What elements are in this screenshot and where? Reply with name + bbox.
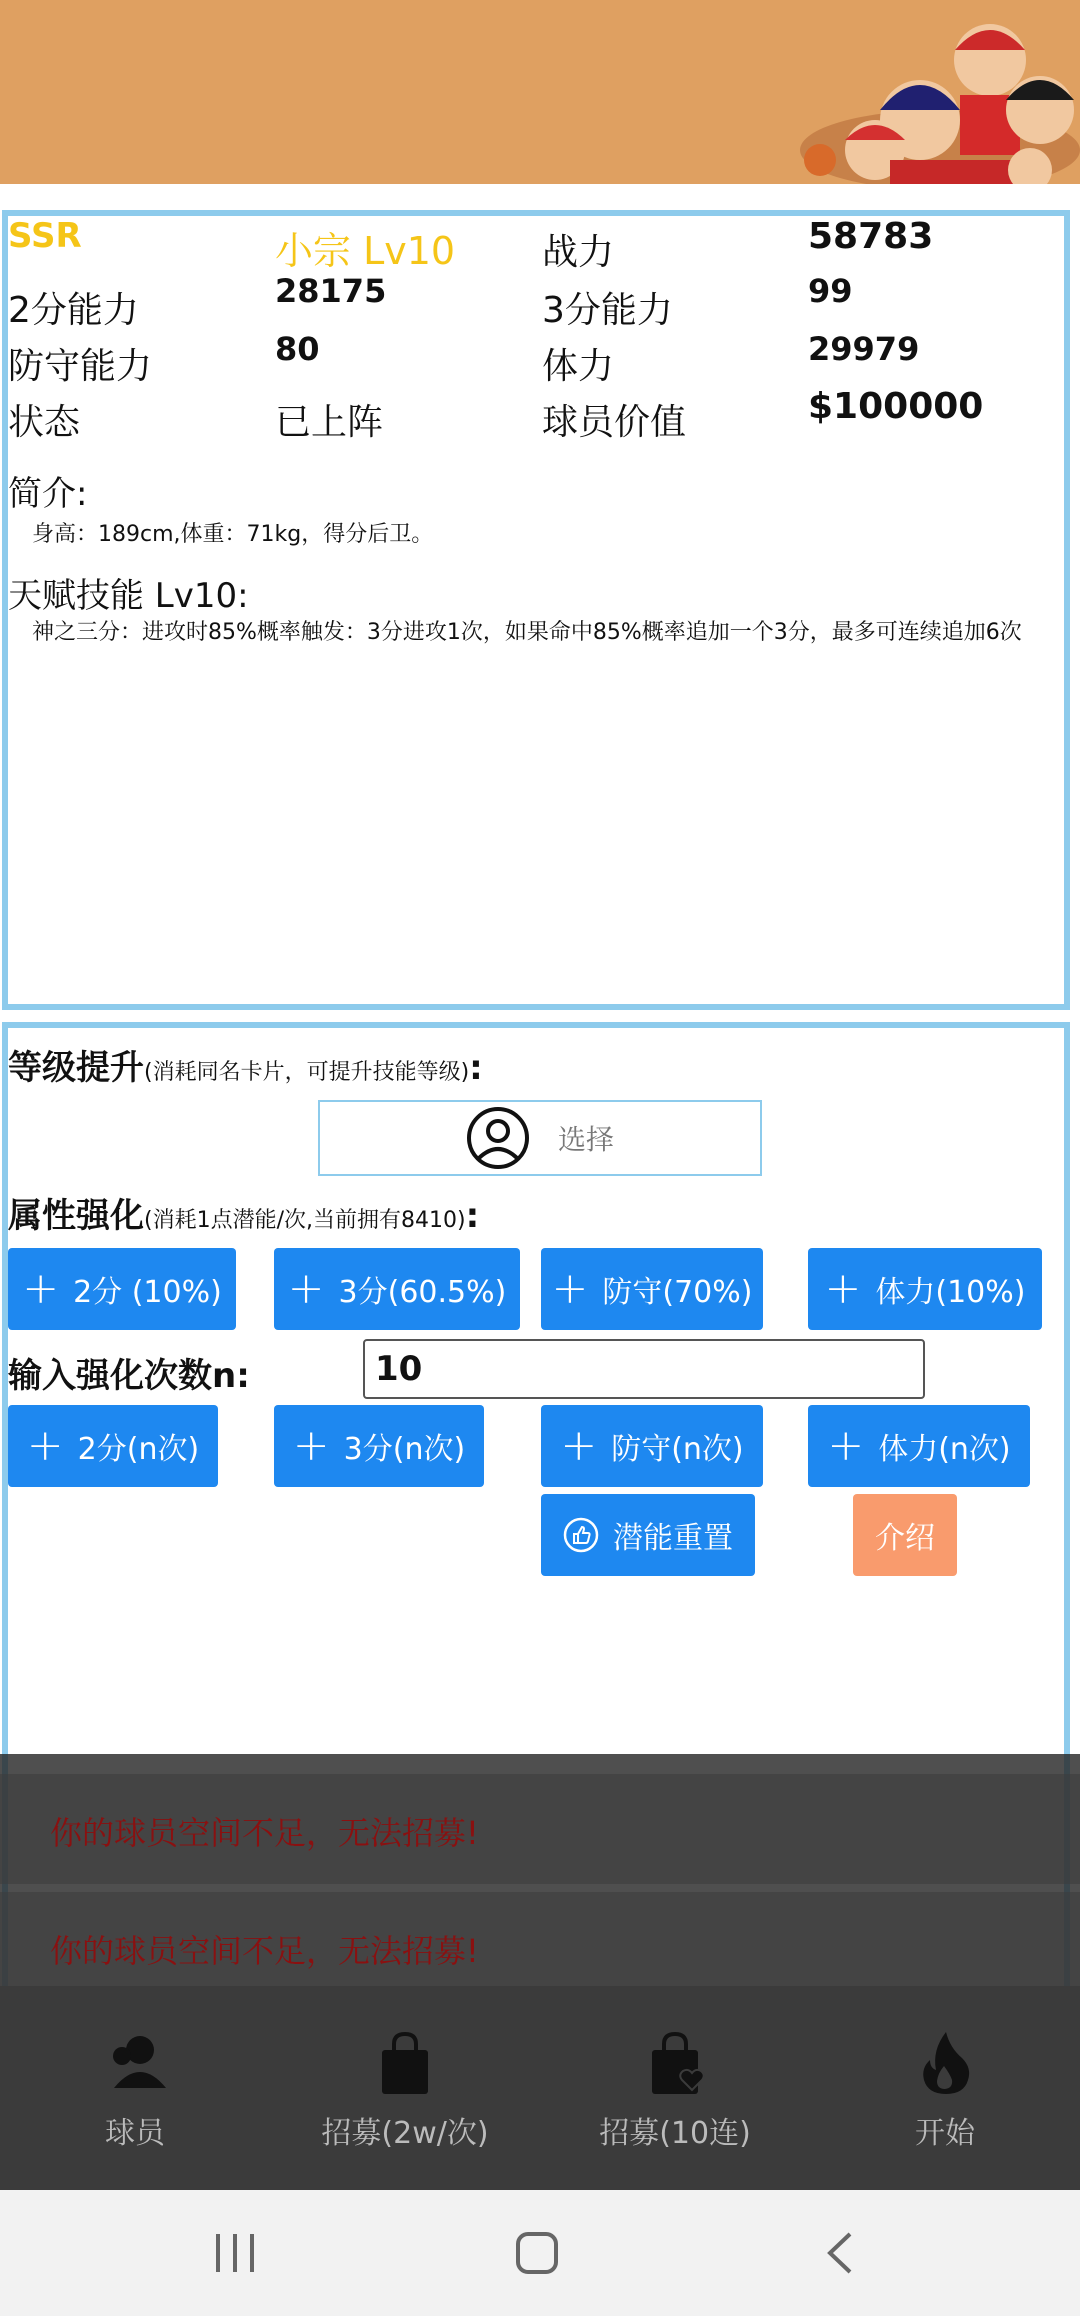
enhance-defense-n-label: 防守(n次) [611, 1432, 744, 1467]
talent-text: 神之三分：进攻时85%概率触发：3分进攻1次，如果命中85%概率追加一个3分，最多可连续追加6次 [32, 620, 1022, 645]
enhance-defense-n-button[interactable] [541, 1405, 763, 1487]
fire-icon [910, 2028, 980, 2098]
select-label: 选择 [557, 1123, 614, 1156]
enhance-defense-label: 防守(70%) [602, 1275, 753, 1310]
enhance-2pt-n-label: 2分(n次) [77, 1432, 200, 1467]
info-button[interactable] [853, 1494, 957, 1576]
home-icon[interactable] [514, 2230, 560, 2276]
enhance-3pt-button[interactable] [274, 1248, 520, 1330]
stamina-label: 体力 [542, 346, 615, 387]
system-nav-bar [0, 2190, 1080, 2316]
talent-title: 天赋技能 Lv10: [8, 576, 249, 616]
players-illustration [790, 0, 1080, 184]
three-pt-value: 99 [808, 272, 853, 310]
nav-players-label: 球员 [105, 2116, 165, 2151]
enhance-2pt-button[interactable] [8, 1248, 236, 1330]
times-label: 输入强化次数n: [8, 1356, 250, 1396]
two-pt-value: 28175 [275, 272, 387, 310]
intro-text: 身高：189cm,体重：71kg，得分后卫。 [32, 522, 434, 547]
user-circle-icon [466, 1106, 530, 1170]
enhance-2pt-n-button[interactable] [8, 1405, 218, 1487]
potential-reset-label: 潜能重置 [613, 1521, 733, 1556]
nav-players[interactable] [0, 1986, 270, 2190]
enhance-stamina-button[interactable] [808, 1248, 1042, 1330]
plus-icon: + [287, 1263, 325, 1314]
enhance-stamina-n-label: 体力(n次) [878, 1432, 1011, 1467]
potential-reset-button[interactable] [541, 1494, 755, 1576]
upgrade-title: 等级提升 [8, 1048, 144, 1088]
shopping-bag-icon [370, 2028, 440, 2098]
two-pt-label: 2分能力 [8, 290, 139, 331]
enhance-defense-button[interactable] [541, 1248, 763, 1330]
back-icon[interactable] [820, 2230, 860, 2276]
enhance-colon: : [465, 1196, 480, 1236]
plus-icon: + [824, 1263, 862, 1314]
stamina-value: 29979 [808, 330, 920, 368]
users-icon [100, 2028, 170, 2098]
enhance-3pt-n-button[interactable] [274, 1405, 484, 1487]
enhance-3pt-label: 3分(60.5%) [338, 1275, 507, 1310]
power-value: 58783 [808, 216, 934, 257]
nav-start-label: 开始 [915, 2116, 975, 2151]
plus-icon: + [292, 1420, 330, 1471]
rarity-badge: SSR [8, 216, 82, 256]
three-pt-label: 3分能力 [542, 290, 673, 331]
enhance-note: (消耗1点潜能/次,当前拥有8410) [144, 1208, 466, 1233]
enhance-stamina-n-button[interactable] [808, 1405, 1030, 1487]
toast-message: 你的球员空间不足，无法招募! [50, 1932, 479, 1970]
enhance-title: 属性强化 [8, 1196, 144, 1236]
times-input[interactable]: 10 [363, 1339, 925, 1399]
intro-title: 简介: [8, 474, 88, 514]
status-label: 状态 [8, 402, 81, 443]
recent-apps-icon[interactable] [210, 2230, 260, 2276]
toast-message: 你的球员空间不足，无法招募! [50, 1814, 479, 1852]
nav-start[interactable] [810, 1986, 1080, 2190]
plus-icon: + [827, 1420, 865, 1471]
upgrade-heading [8, 1040, 483, 1089]
upgrade-note: (消耗同名卡片，可提升技能等级) [144, 1060, 470, 1085]
worth-label: 球员价值 [542, 402, 687, 443]
plus-icon: + [551, 1263, 589, 1314]
enhance-heading [8, 1188, 479, 1237]
nav-recruit-ten[interactable] [540, 1986, 810, 2190]
select-card-button[interactable] [318, 1100, 762, 1176]
plus-icon: + [560, 1420, 598, 1471]
enhance-3pt-n-label: 3分(n次) [343, 1432, 466, 1467]
enhance-stamina-label: 体力(10%) [875, 1275, 1026, 1310]
info-label: 介绍 [875, 1521, 935, 1556]
bottom-nav [0, 1986, 1080, 2190]
bag-heart-icon [640, 2028, 710, 2098]
defense-label: 防守能力 [8, 346, 153, 387]
status-value: 已上阵 [275, 402, 384, 443]
thumbs-up-icon [563, 1517, 599, 1553]
nav-recruit-single-label: 招募(2w/次) [321, 2116, 489, 2151]
plus-icon: + [22, 1263, 60, 1314]
power-label: 战力 [542, 232, 615, 273]
player-name: 小宗 Lv10 [275, 229, 456, 273]
worth-value: $100000 [808, 386, 984, 427]
header-banner [0, 0, 1080, 184]
nav-recruit-single[interactable] [270, 1986, 540, 2190]
upgrade-colon: : [469, 1048, 483, 1088]
defense-value: 80 [275, 330, 320, 368]
plus-icon: + [26, 1420, 64, 1471]
enhance-2pt-label: 2分 (10%) [73, 1275, 222, 1310]
nav-recruit-ten-label: 招募(10连) [599, 2116, 751, 2151]
